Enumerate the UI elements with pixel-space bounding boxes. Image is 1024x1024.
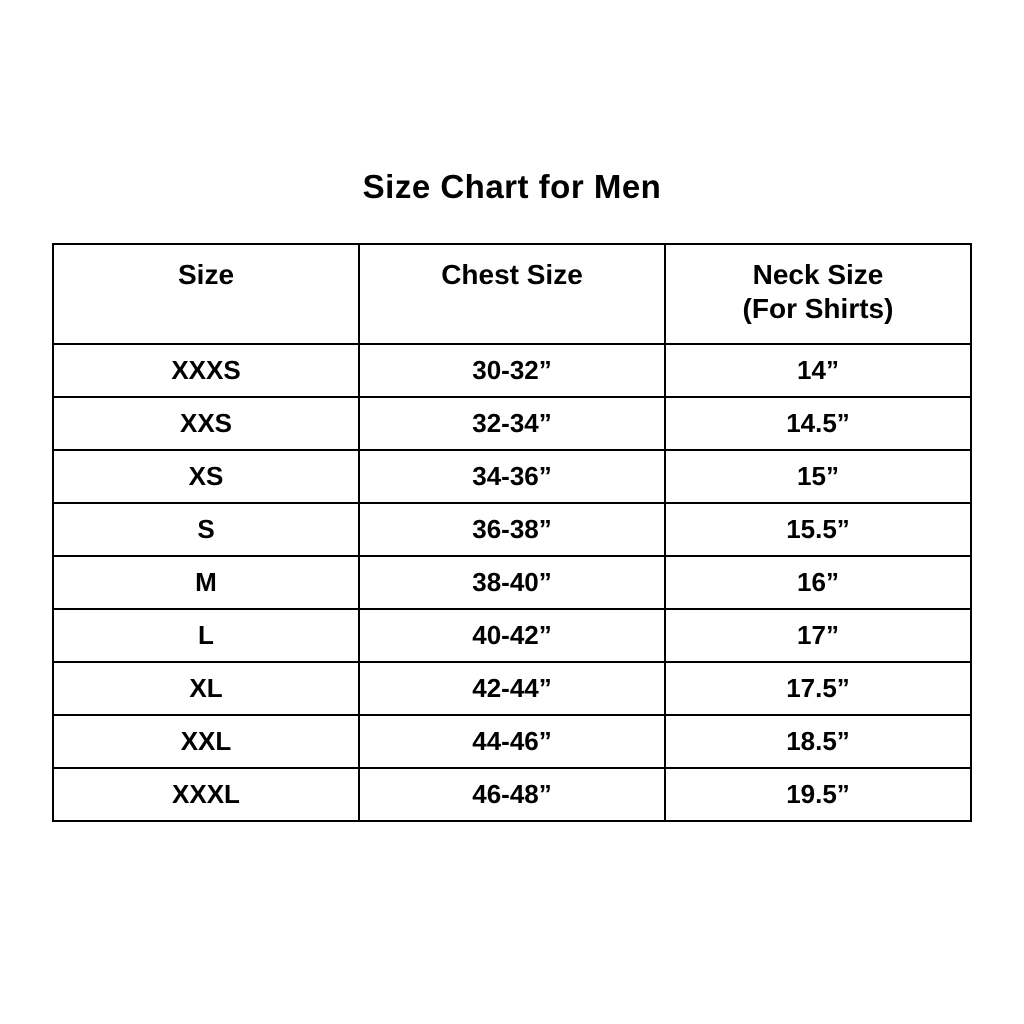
cell-chest: 30-32” xyxy=(359,344,665,397)
page-title: Size Chart for Men xyxy=(362,168,662,205)
cell-neck: 14.5” xyxy=(665,397,971,450)
column-header-size-label: Size xyxy=(177,259,235,290)
cell-size: XXL xyxy=(53,715,359,768)
cell-size: L xyxy=(53,609,359,662)
cell-chest: 36-38” xyxy=(359,503,665,556)
cell-neck: 17.5” xyxy=(665,662,971,715)
cell-size: S xyxy=(53,503,359,556)
cell-chest: 40-42” xyxy=(359,609,665,662)
cell-chest: 46-48” xyxy=(359,768,665,821)
cell-neck: 15” xyxy=(665,450,971,503)
size-table-header xyxy=(53,244,971,344)
size-table-body xyxy=(53,344,971,821)
table-row xyxy=(53,715,971,768)
cell-size: XXS xyxy=(53,397,359,450)
cell-neck: 16” xyxy=(665,556,971,609)
table-row xyxy=(53,662,971,715)
column-header-neck-size xyxy=(665,244,971,344)
cell-neck: 19.5” xyxy=(665,768,971,821)
cell-chest: 34-36” xyxy=(359,450,665,503)
table-row xyxy=(53,397,971,450)
table-row xyxy=(53,609,971,662)
column-header-neck-size-sublabel: (For Shirts) xyxy=(742,293,894,325)
column-header-size xyxy=(53,244,359,344)
size-table xyxy=(52,243,972,822)
cell-size: XL xyxy=(53,662,359,715)
cell-chest: 38-40” xyxy=(359,556,665,609)
cell-size: M xyxy=(53,556,359,609)
cell-neck: 14” xyxy=(665,344,971,397)
cell-size: XXXL xyxy=(53,768,359,821)
cell-neck: 17” xyxy=(665,609,971,662)
table-row xyxy=(53,503,971,556)
column-header-chest-size-label: Chest Size xyxy=(441,259,583,290)
header-row xyxy=(53,244,971,344)
table-row xyxy=(53,556,971,609)
cell-neck: 18.5” xyxy=(665,715,971,768)
table-row xyxy=(53,450,971,503)
column-header-neck-size-label: Neck Size xyxy=(752,259,884,290)
cell-neck: 15.5” xyxy=(665,503,971,556)
cell-size: XXXS xyxy=(53,344,359,397)
cell-chest: 32-34” xyxy=(359,397,665,450)
table-row xyxy=(53,768,971,821)
cell-chest: 42-44” xyxy=(359,662,665,715)
table-row xyxy=(53,344,971,397)
column-header-chest-size xyxy=(359,244,665,344)
cell-size: XS xyxy=(53,450,359,503)
cell-chest: 44-46” xyxy=(359,715,665,768)
